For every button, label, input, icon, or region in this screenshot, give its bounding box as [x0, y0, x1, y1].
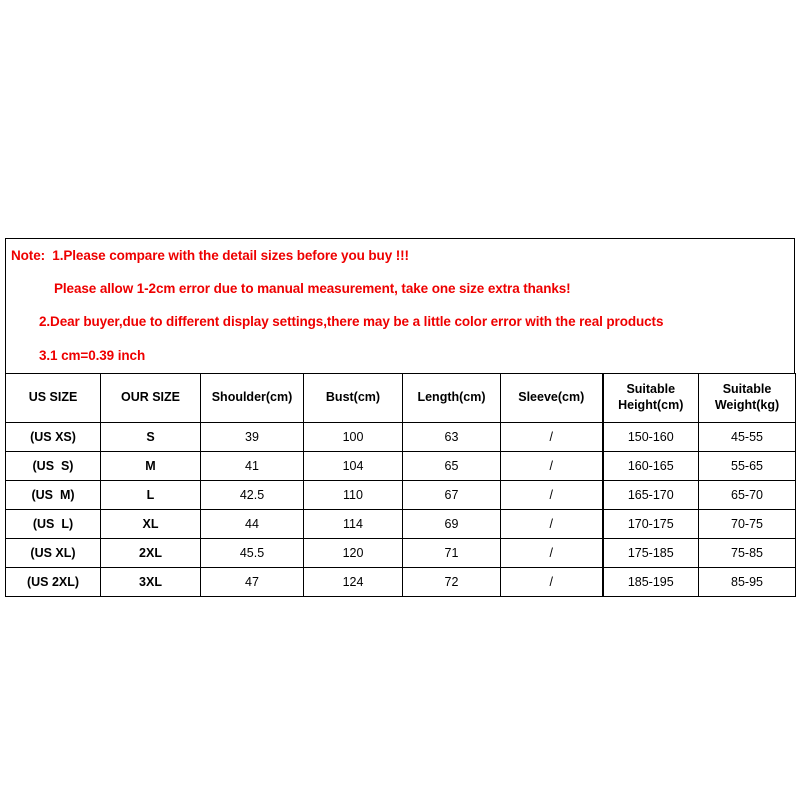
size-chart-sheet — [5, 238, 795, 597]
cell-bust: 100 — [304, 423, 403, 452]
table-body — [6, 423, 796, 597]
cell-us-size: (US 2XL) — [6, 568, 101, 597]
size-chart-table — [5, 373, 796, 597]
header-sleeve-label: Sleeve(cm) — [518, 390, 585, 405]
table-row — [6, 539, 796, 568]
cell-suitable-height: 150-160 — [603, 423, 699, 452]
cell-us-size: (US L) — [6, 510, 101, 539]
cell-length: 63 — [403, 423, 501, 452]
note-box — [5, 238, 795, 373]
cell-suitable-height: 170-175 — [603, 510, 699, 539]
cell-sleeve: / — [501, 423, 603, 452]
cell-sleeve: / — [501, 452, 603, 481]
cell-length: 69 — [403, 510, 501, 539]
cell-shoulder: 45.5 — [201, 539, 304, 568]
table-row — [6, 510, 796, 539]
header-suitable-height-line1: Suitable — [626, 382, 676, 397]
cell-suitable-weight: 70-75 — [699, 510, 796, 539]
cell-us-size: (US XS) — [6, 423, 101, 452]
cell-our-size: L — [101, 481, 201, 510]
header-us-size — [6, 374, 101, 423]
cell-shoulder: 47 — [201, 568, 304, 597]
header-length-label: Length(cm) — [417, 390, 486, 405]
table-header-row — [6, 374, 796, 423]
header-shoulder-label: Shoulder(cm) — [211, 390, 293, 405]
cell-suitable-height: 165-170 — [603, 481, 699, 510]
cell-bust: 120 — [304, 539, 403, 568]
cell-shoulder: 41 — [201, 452, 304, 481]
cell-suitable-weight: 85-95 — [699, 568, 796, 597]
cell-bust: 110 — [304, 481, 403, 510]
header-length — [403, 374, 501, 423]
header-bust — [304, 374, 403, 423]
header-suitable-height — [603, 374, 699, 423]
cell-our-size: 3XL — [101, 568, 201, 597]
header-our-size — [101, 374, 201, 423]
table-row — [6, 452, 796, 481]
header-our-size-label: OUR SIZE — [120, 390, 181, 405]
cell-sleeve: / — [501, 539, 603, 568]
cell-length: 67 — [403, 481, 501, 510]
cell-us-size: (US XL) — [6, 539, 101, 568]
header-suitable-height-line2: Height(cm) — [618, 398, 684, 412]
cell-suitable-weight: 55-65 — [699, 452, 796, 481]
header-bust-label: Bust(cm) — [325, 390, 381, 405]
cell-length: 65 — [403, 452, 501, 481]
header-suitable-weight-line2: Weight(kg) — [714, 398, 780, 412]
note-line-2: Please allow 1-2cm error due to manual measurement, take one size extra thanks! — [54, 280, 571, 296]
note-line-3: 2.Dear buyer,due to different display settings,there may be a little color error with the real products — [39, 314, 664, 329]
cell-sleeve: / — [501, 510, 603, 539]
cell-suitable-weight: 45-55 — [699, 423, 796, 452]
cell-our-size: 2XL — [101, 539, 201, 568]
cell-suitable-weight: 65-70 — [699, 481, 796, 510]
cell-us-size: (US M) — [6, 481, 101, 510]
table-row — [6, 568, 796, 597]
header-us-size-label: US SIZE — [28, 390, 78, 405]
cell-us-size: (US S) — [6, 452, 101, 481]
note-line-1: Note: 1.Please compare with the detail sizes before you buy !!! — [11, 248, 409, 263]
cell-shoulder: 39 — [201, 423, 304, 452]
cell-suitable-height: 175-185 — [603, 539, 699, 568]
cell-our-size: S — [101, 423, 201, 452]
cell-sleeve: / — [501, 568, 603, 597]
cell-suitable-height: 160-165 — [603, 452, 699, 481]
cell-suitable-height: 185-195 — [603, 568, 699, 597]
header-shoulder — [201, 374, 304, 423]
header-sleeve — [501, 374, 603, 423]
note-line-4-unit-conversion: 3.1 cm=0.39 inch — [39, 347, 146, 363]
cell-bust: 124 — [304, 568, 403, 597]
cell-our-size: M — [101, 452, 201, 481]
cell-shoulder: 42.5 — [201, 481, 304, 510]
cell-suitable-weight: 75-85 — [699, 539, 796, 568]
cell-bust: 114 — [304, 510, 403, 539]
cell-sleeve: / — [501, 481, 603, 510]
header-suitable-weight-line1: Suitable — [722, 382, 772, 397]
cell-length: 71 — [403, 539, 501, 568]
cell-length: 72 — [403, 568, 501, 597]
cell-our-size: XL — [101, 510, 201, 539]
table-row — [6, 423, 796, 452]
table-row — [6, 481, 796, 510]
header-suitable-weight — [699, 374, 796, 423]
cell-bust: 104 — [304, 452, 403, 481]
cell-shoulder: 44 — [201, 510, 304, 539]
